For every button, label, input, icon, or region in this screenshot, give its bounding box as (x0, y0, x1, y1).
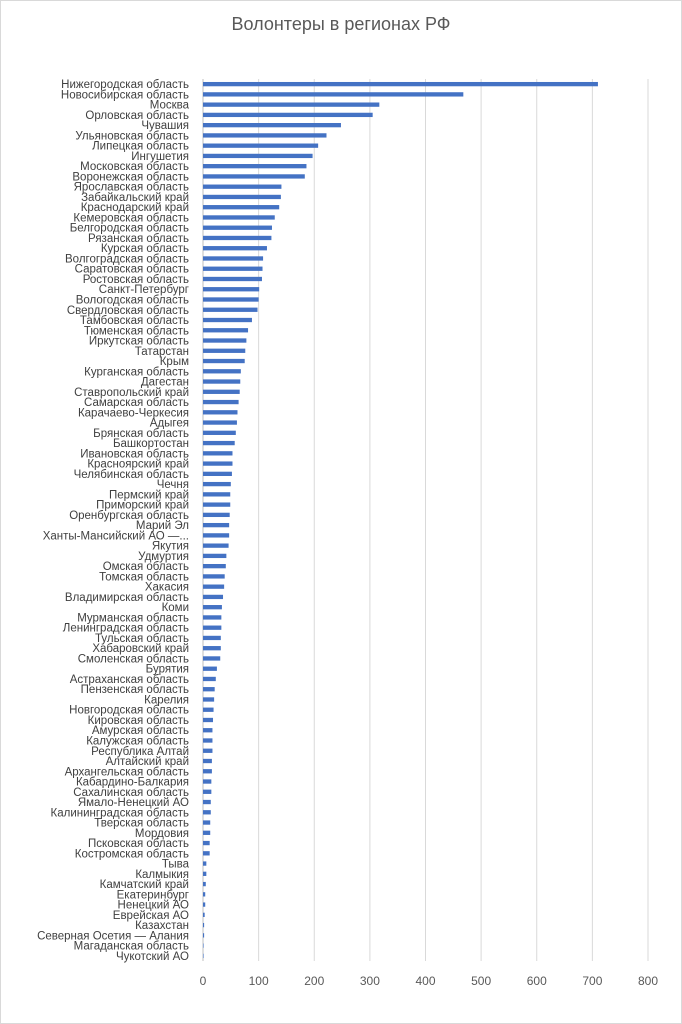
category-label: Ленинградская область (62, 622, 189, 635)
bar (203, 708, 214, 712)
tick-labels (200, 974, 659, 988)
category-label: Кемеровская область (73, 212, 189, 225)
category-label: Якутия (151, 540, 189, 553)
category-label: Москва (149, 99, 189, 112)
bar (203, 923, 204, 927)
category-label: Нижегородская область (61, 79, 189, 92)
bar (203, 513, 230, 517)
bar (203, 615, 221, 619)
category-label: Дагестан (140, 376, 189, 389)
category-label: Псковская область (88, 838, 189, 851)
bar (203, 810, 211, 814)
category-label: Новосибирская область (60, 89, 189, 102)
bar (203, 369, 241, 373)
bar (203, 605, 222, 609)
category-label: Северная Осетия — Алания (37, 930, 189, 943)
bar (203, 872, 206, 876)
category-label: Челябинская область (73, 468, 189, 481)
category-label: Оренбургская область (69, 509, 189, 522)
bar (203, 287, 259, 291)
category-label: Чувашия (141, 120, 189, 133)
category-label: Пензенская область (80, 684, 189, 697)
bar (203, 636, 221, 640)
x-tick-label: 500 (471, 974, 492, 988)
category-label: Башкортостан (112, 438, 189, 451)
category-label: Тюменская область (83, 325, 189, 338)
category-label: Чукотский АО (115, 950, 189, 963)
bar (203, 564, 226, 568)
category-label: Татарстан (134, 345, 189, 358)
bar (203, 656, 220, 660)
category-label: Хабаровский край (92, 643, 189, 656)
bar (203, 646, 221, 650)
category-label: Забайкальский край (81, 191, 189, 204)
bar (203, 831, 210, 835)
category-label: Воронежская область (72, 171, 189, 184)
bar (203, 543, 229, 547)
bar (203, 328, 248, 332)
bar (203, 113, 373, 117)
bar (203, 102, 379, 106)
bar (203, 492, 230, 496)
bar (203, 574, 225, 578)
category-label: Карачаево-Черкесия (77, 407, 189, 420)
category-label: Адыгея (149, 417, 189, 430)
bar (203, 164, 306, 168)
category-label: Владимирская область (64, 591, 189, 604)
bar (203, 82, 598, 86)
bar (203, 892, 205, 896)
bars (203, 82, 598, 958)
bar (203, 595, 223, 599)
x-tick-label: 800 (637, 974, 659, 988)
bar (203, 410, 237, 414)
category-label: Казахстан (135, 920, 189, 933)
category-label: Марий Эл (135, 520, 189, 533)
category-label: Мурманская область (77, 612, 189, 625)
bar (203, 92, 463, 96)
bar (203, 841, 210, 845)
bar (203, 902, 205, 906)
bar (203, 502, 230, 506)
bar (203, 738, 212, 742)
category-label: Тамбовская область (79, 315, 189, 328)
bar (203, 769, 212, 773)
bar (203, 236, 271, 240)
bar (203, 185, 281, 189)
bar (203, 215, 275, 219)
bar (203, 749, 212, 753)
category-label: Камчатский край (99, 879, 189, 892)
bar (203, 861, 206, 865)
bar (203, 441, 235, 445)
bar (203, 461, 232, 465)
bar (203, 318, 252, 322)
bar (203, 400, 239, 404)
category-label: Орловская область (85, 109, 189, 122)
category-label: Калужская область (86, 735, 189, 748)
x-tick-label: 200 (304, 974, 325, 988)
bar (203, 677, 216, 681)
bar (203, 800, 211, 804)
bar (203, 820, 210, 824)
category-label: Белгородская область (69, 222, 189, 235)
bar (203, 533, 229, 537)
category-label: Екатеринбург (116, 889, 189, 902)
category-label: Кировская область (87, 714, 189, 727)
bar (203, 133, 326, 137)
category-label: Коми (161, 602, 189, 615)
category-label: Волгоградская область (65, 253, 189, 266)
category-label: Тульская область (94, 632, 189, 645)
category-label: Краснодарский край (80, 202, 189, 215)
bar (203, 954, 204, 958)
bar (203, 205, 279, 209)
category-label: Ульяновская область (75, 130, 189, 143)
bar (203, 451, 232, 455)
category-label: Новгородская область (69, 704, 189, 717)
category-label: Курская область (100, 243, 189, 256)
category-label: Костромская область (74, 848, 189, 861)
category-label: Пермский край (108, 489, 189, 502)
category-label: Московская область (80, 161, 189, 174)
bar (203, 144, 318, 148)
category-labels (37, 79, 190, 963)
bar (203, 523, 229, 527)
bar (203, 933, 204, 937)
category-label: Красноярский край (87, 458, 189, 471)
category-label: Липецкая область (92, 140, 189, 153)
bar (203, 154, 313, 158)
category-label: Омская область (102, 561, 189, 574)
category-label: Удмуртия (138, 550, 189, 563)
x-tick-label: 700 (582, 974, 603, 988)
bar (203, 349, 245, 353)
category-label: Кабардино-Балкария (75, 776, 189, 789)
bar (203, 759, 212, 763)
x-tick-label: 600 (526, 974, 547, 988)
category-label: Смоленская область (77, 653, 189, 666)
category-label: Томская область (99, 571, 189, 584)
category-label: Архангельская область (64, 766, 189, 779)
category-label: Саратовская область (74, 263, 189, 276)
bar (203, 174, 305, 178)
category-label: Санкт-Петербург (98, 284, 189, 297)
bar (203, 256, 263, 260)
bar (203, 779, 211, 783)
category-label: Свердловская область (66, 304, 189, 317)
bar (203, 379, 240, 383)
x-tick-label: 300 (359, 974, 380, 988)
category-label: Астраханская область (69, 673, 189, 686)
category-label: Ярославская область (73, 181, 189, 194)
category-label: Ингушетия (131, 150, 189, 163)
bar (203, 338, 246, 342)
category-label: Крым (159, 356, 189, 369)
bar (203, 790, 211, 794)
bar (203, 226, 272, 230)
category-label: Амурская область (91, 725, 189, 738)
bar (203, 246, 267, 250)
x-tick-label: 400 (415, 974, 436, 988)
category-label: Ставропольский край (74, 386, 189, 399)
bar (203, 718, 213, 722)
bar (203, 472, 232, 476)
category-label: Брянская область (93, 427, 189, 440)
category-label: Калмыкия (135, 868, 189, 881)
bar (203, 277, 262, 281)
bar (203, 482, 231, 486)
category-label: Курганская область (84, 366, 189, 379)
bar (203, 123, 341, 127)
category-label: Тыва (161, 858, 189, 871)
category-label: Ростовская область (82, 273, 189, 286)
category-label: Хакасия (144, 581, 189, 594)
category-label: Тверская область (94, 817, 189, 830)
category-label: Бурятия (145, 663, 189, 676)
category-label: Ямало-Ненецкий АО (77, 797, 189, 810)
bar (203, 267, 263, 271)
category-label: Самарская область (84, 397, 189, 410)
category-label: Еврейская АО (112, 909, 189, 922)
bar (203, 687, 215, 691)
category-label: Алтайский край (105, 756, 189, 769)
x-tick-label: 100 (248, 974, 269, 988)
bar (203, 431, 236, 435)
category-label: Чечня (156, 479, 189, 492)
category-label: Мордовия (134, 827, 189, 840)
bar (203, 851, 210, 855)
bar (203, 943, 204, 947)
bar (203, 667, 217, 671)
bar (203, 913, 205, 917)
category-label: Ивановская область (80, 448, 189, 461)
bar (203, 554, 226, 558)
chart-title: Волонтеры в регионах РФ (231, 14, 451, 34)
bar (203, 359, 245, 363)
category-label: Ханты-Мансийский АО —... (42, 530, 189, 543)
category-label: Приморский край (96, 499, 189, 512)
category-label: Вологодская область (75, 294, 189, 307)
x-tick-label: 0 (199, 974, 207, 988)
category-label: Калининградская область (50, 807, 189, 820)
bar (203, 626, 221, 630)
bar (203, 297, 259, 301)
bar (203, 585, 224, 589)
bar (203, 728, 212, 732)
bar (203, 882, 206, 886)
category-label: Ненецкий АО (117, 899, 189, 912)
bar (203, 390, 240, 394)
bar (203, 420, 237, 424)
category-label: Магаданская область (73, 940, 189, 953)
category-label: Карелия (144, 694, 189, 707)
bar (203, 697, 214, 701)
bar (203, 308, 258, 312)
category-label: Республика Алтай (91, 745, 189, 758)
category-label: Сахалинская область (73, 786, 189, 799)
bar (203, 195, 281, 199)
category-label: Иркутская область (88, 335, 189, 348)
gridlines (203, 79, 648, 961)
category-label: Рязанская область (88, 232, 189, 245)
